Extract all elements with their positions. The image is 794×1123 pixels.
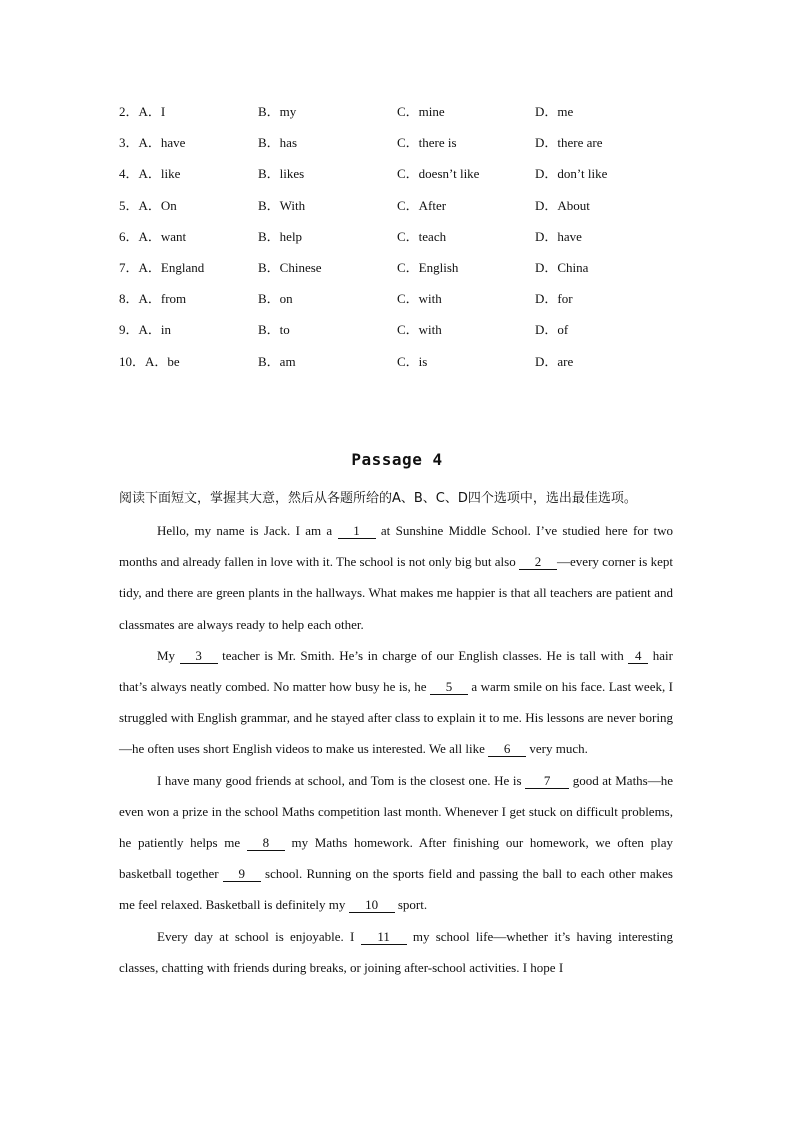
paragraph-4 bbox=[119, 921, 673, 983]
blank-6: 6 bbox=[488, 742, 526, 757]
option-b: B．am bbox=[258, 353, 296, 369]
option-d: D．About bbox=[535, 197, 590, 213]
passage-text: My bbox=[157, 647, 180, 663]
option-d: D．are bbox=[535, 353, 574, 369]
passage-text: sport. bbox=[394, 897, 428, 913]
passage-text: —every corner is kept tidy, and there are green plants in the hallways. What makes me happier is that all teachers are patient and classmates are always ready to help each other. bbox=[119, 554, 674, 632]
paragraph-3 bbox=[119, 765, 673, 921]
option-c: C．is bbox=[397, 353, 428, 369]
blank-1: 1 bbox=[338, 524, 376, 539]
option-c: C．English bbox=[397, 259, 459, 275]
blank-3: 3 bbox=[180, 649, 218, 664]
blank-7: 7 bbox=[525, 774, 569, 789]
blank-5: 5 bbox=[430, 680, 468, 695]
option-a: 5．A．On bbox=[119, 197, 177, 213]
option-c: C．with bbox=[397, 322, 442, 338]
option-row-4 bbox=[119, 165, 679, 196]
passage-text: I have many good friends at school, and Tom is the closest one. He is bbox=[157, 772, 526, 788]
passage-text: school. Running on the sports field and passing the ball to each other makes me feel relaxed. Basketball is definitely my bbox=[119, 866, 673, 913]
option-c: C．mine bbox=[397, 104, 445, 119]
blank-4: 4 bbox=[628, 649, 648, 664]
option-c: C．After bbox=[397, 197, 447, 213]
passage-text: Hello, my name is Jack. I am a bbox=[157, 523, 338, 538]
option-c: C．there is bbox=[397, 135, 457, 151]
option-d: D．don’t like bbox=[535, 166, 608, 182]
blank-10: 10 bbox=[349, 898, 395, 913]
paragraph-2 bbox=[119, 640, 673, 765]
passage-text: good at Maths—he even won a prize in the school Maths competition last month. Whenever I get stuck on difficult problems, he patiently helps me bbox=[119, 772, 674, 851]
option-a: 10．A．be bbox=[119, 353, 180, 369]
option-row-6 bbox=[119, 228, 679, 259]
option-row-5 bbox=[119, 197, 679, 228]
blank-11: 11 bbox=[361, 930, 407, 945]
option-a: 9．A．in bbox=[119, 322, 172, 338]
option-c: C．with bbox=[397, 291, 442, 307]
option-c: C．teach bbox=[397, 228, 447, 244]
blank-9: 9 bbox=[223, 867, 261, 882]
passage-text: my school life—whether it’s having interesting classes, chatting with friends during breaks, or joining after-school activities. I hope I bbox=[119, 928, 673, 975]
option-b: B．has bbox=[258, 135, 298, 151]
option-row-8 bbox=[119, 290, 679, 321]
option-row-9 bbox=[119, 321, 679, 352]
option-a: 2．A．I bbox=[119, 104, 166, 119]
option-d: D．have bbox=[535, 228, 582, 244]
option-c: C．doesn’t like bbox=[397, 166, 480, 182]
option-a: 8．A．from bbox=[119, 291, 187, 307]
option-a: 7．A．England bbox=[119, 259, 205, 275]
passage-text: very much. bbox=[526, 741, 588, 757]
option-row-2 bbox=[119, 103, 679, 134]
passage-text: a warm smile on his face. Last week, I struggled with English grammar, and he stayed after class to explain it to me. His lessons are never boring—he often uses short English videos to make us interested. We all like bbox=[119, 679, 674, 757]
option-d: D．of bbox=[535, 322, 569, 338]
option-row-7 bbox=[119, 259, 679, 290]
option-d: D．there are bbox=[535, 135, 603, 151]
option-a: 4．A．like bbox=[119, 166, 181, 182]
blank-2: 2 bbox=[519, 555, 557, 570]
option-b: B．Chinese bbox=[258, 259, 322, 275]
passage-text: hair that’s always neatly combed. No matter how busy he is, he bbox=[119, 647, 673, 695]
passage-text: my Maths homework. After finishing our homework, we often play basketball together bbox=[119, 835, 673, 882]
option-row-10 bbox=[119, 353, 679, 384]
option-row-3 bbox=[119, 134, 679, 165]
passage-body bbox=[119, 515, 673, 983]
passage-text: at Sunshine Middle School. I’ve studied here for two months and already fallen in love with it. The school is not only big but also bbox=[119, 523, 673, 570]
option-b: B．my bbox=[258, 104, 297, 119]
option-b: B．With bbox=[258, 197, 306, 213]
paragraph-1 bbox=[119, 515, 673, 640]
option-b: B．on bbox=[258, 291, 293, 307]
passage-title: Passage 4 bbox=[351, 450, 443, 469]
option-d: D．China bbox=[535, 259, 589, 275]
passage-text: Every day at school is enjoyable. I bbox=[157, 928, 361, 944]
passage-instruction: 阅读下面短文，掌握其大意，然后从各题所给的A、B、C、D四个选项中，选出最佳选项。 bbox=[119, 491, 637, 506]
option-a: 6．A．want bbox=[119, 228, 187, 244]
option-b: B．to bbox=[258, 322, 290, 338]
option-a: 3．A．have bbox=[119, 135, 186, 151]
passage-text: teacher is Mr. Smith. He’s in charge of our English classes. He is tall with bbox=[217, 647, 629, 663]
option-d: D．me bbox=[535, 104, 574, 119]
answer-options bbox=[119, 103, 679, 384]
option-b: B．help bbox=[258, 228, 303, 244]
option-b: B．likes bbox=[258, 166, 305, 182]
option-d: D．for bbox=[535, 291, 573, 307]
blank-8: 8 bbox=[247, 836, 285, 851]
